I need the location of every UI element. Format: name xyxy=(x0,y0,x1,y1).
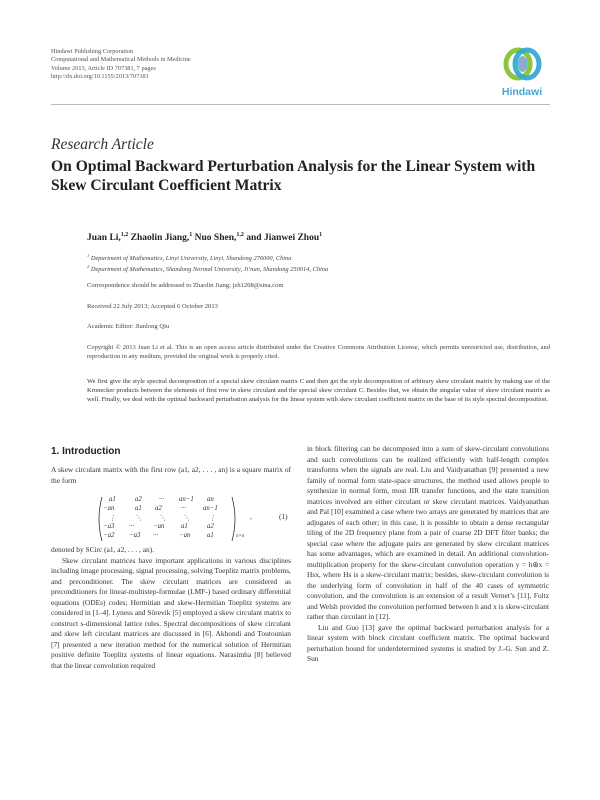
affil-text: Department of Mathematics, Linyi University, Linyi, Shandong 276000, China xyxy=(90,255,292,263)
abstract: We first give the style spectral decomposition of a special skew circulant matrix C and then get the style decomposition of arbitrary skew circulant matrix by making use of the Kronecker products between the elements of first row in skew circulant and the special skew circulant C. Besides that, we obtain the singular value of skew circulant matrix as well. Finally, we deal with the optimal backward perturbation analysis for the linear system with skew circulant coefficient matrix on the base of its style spectral decomposition. xyxy=(87,378,550,403)
author-affil-sup: 1,2 xyxy=(120,232,129,238)
matrix-cell: a1 xyxy=(135,505,142,512)
author-name: Nuo Shen, xyxy=(192,233,237,244)
matrix-cell: ⋮ xyxy=(109,515,116,522)
matrix-cell: ⋮ xyxy=(209,515,216,522)
matrix-cell: −an xyxy=(103,505,115,512)
matrix-cell: a2 xyxy=(155,505,162,512)
academic-editor: Academic Editor: Jianlong Qiu xyxy=(87,323,170,330)
correspondence: Correspondence should be addressed to Zhaolin Jiang; jzh1208@sina.com xyxy=(87,282,284,289)
matrix-cell: a1 xyxy=(181,523,188,530)
matrix-cell: −an xyxy=(179,532,191,539)
received-dates: Received 22 July 2013; Accepted 6 October 2013 xyxy=(87,303,218,310)
matrix-denotation: denoted by SCirc (a1, a2, . . . , an). xyxy=(51,545,155,554)
matrix-cell: −a3 xyxy=(103,523,115,530)
affil-sup: 1 xyxy=(87,253,90,258)
matrix-bracket-left xyxy=(95,496,103,542)
matrix-cell: ··· xyxy=(129,523,135,530)
author-affil-sup: 1 xyxy=(319,232,323,238)
intro-paragraph-1: A skew circulant matrix with the first row (a1, a2, . . . , an) is a square matrix of the form xyxy=(51,465,291,485)
matrix-cell: ⋱ xyxy=(135,515,142,522)
author-list xyxy=(87,232,322,243)
author-affil-sup: 1 xyxy=(189,232,193,238)
matrix-cell: an−1 xyxy=(179,496,194,503)
section-heading-introduction: 1. Introduction xyxy=(51,446,121,457)
matrix-cell: a2 xyxy=(207,523,214,530)
matrix-cell: ··· xyxy=(159,496,165,503)
intro-paragraph-3: in block filtering can be decomposed into a sum of skew-circulant convolutions and such convolutions can be realized efficiently with half-length complex transforms when the signals are real. Liu and Vaidyanathan [9] presented a new family of normal form state-space structures, the method used allows people to synthesize in normal form, most IIR transfer functions, and the state transition matrices involved are either circulant or skew circulant matrices. Vaidyanathan and Pal [10] examined a case where two arrays are generated by matrices that are adjugates of each other; in this case, it is possible to obtain a dense rectangular tiling of the 2D frequency plane from a pair of coarse 2D DFT filter banks; the special case where the adjugate pairs are generated by skew circulant matrices has some advantages, which are examined in detail. An additional convolution-multiplication property for the skew-circulant convolution operation y = h⊛x = Hsx, where Hs is a skew-circulant matrix; besides, skew-circulant convolution is the underlying form of convolution in half of the 40 cases of symmetric convolution, and the convolution is an extension of a result Vernet’s [11], Foltz and Welsh provided the convolution performed between h and x is skew-circulant rather than circulant in [12]. xyxy=(307,444,549,621)
matrix-cell: ··· xyxy=(153,532,159,539)
matrix-cell: an−1 xyxy=(203,505,218,512)
affiliation-1 xyxy=(87,252,328,263)
copyright-notice: Copyright © 2013 Juan Li et al. This is an open access article distributed under the Creative Commons Attribution License, which permits unrestricted use, distribution, and reproduction in any medium, provided the original work is properly cited. xyxy=(87,344,550,360)
hindawi-logo xyxy=(498,42,546,102)
affiliations xyxy=(87,252,328,275)
header-line-journal: Computational and Mathematical Methods in Medicine xyxy=(51,56,191,64)
header-line-publisher: Hindawi Publishing Corporation xyxy=(51,48,134,55)
header-line-doi[interactable]: http://dx.doi.org/10.1155/2013/707381 xyxy=(51,73,149,81)
affiliation-2 xyxy=(87,263,328,274)
matrix-cell: a1 xyxy=(109,496,116,503)
article-title: On Optimal Backward Perturbation Analysis for the Linear System with Skew Circulant Coefficient Matrix xyxy=(51,158,536,194)
author-name: Juan Li, xyxy=(87,233,121,244)
matrix-cell: −a2 xyxy=(103,532,115,539)
matrix-cell: a1 xyxy=(207,532,214,539)
affil-text: Department of Mathematics, Shandong Normal University, Ji’nan, Shandong 250014, China xyxy=(90,266,329,274)
matrix-cell: an xyxy=(207,496,214,503)
article-type: Research Article xyxy=(51,136,154,153)
header-divider xyxy=(51,104,550,105)
author-name: and Jianwei Zhou xyxy=(243,233,320,244)
intro-column-2 xyxy=(307,444,549,665)
matrix-cell: ⋱ xyxy=(183,515,190,522)
intro-paragraph-4: Liu and Guo [13] gave the optimal backward perturbation analysis for a linear system with block circulant coefficient matrix. The optimal backward perturbation bound for underdetermined systems is studied by J.-G. Sun and Z. Sun xyxy=(307,622,549,663)
intro-paragraph-2 xyxy=(51,545,291,671)
author-affil-sup: 1,2 xyxy=(236,232,244,238)
affil-sup: 2 xyxy=(87,264,90,270)
author-name: Zhaolin Jiang, xyxy=(128,233,190,244)
matrix-cell: a2 xyxy=(135,496,142,503)
matrix-cell: ··· xyxy=(181,505,187,512)
matrix-size-subscript: n×n xyxy=(236,534,245,539)
equation-comma: , xyxy=(250,512,252,521)
matrix-cell: ⋱ xyxy=(159,515,166,522)
matrix-cell: −an xyxy=(153,523,165,530)
equation-number: (1) xyxy=(279,512,288,521)
header-line-volume: Volume 2013, Article ID 707381, 7 pages xyxy=(51,64,156,72)
journal-header xyxy=(51,48,191,82)
matrix-cell: −a3 xyxy=(129,532,141,539)
logo-text: Hindawi xyxy=(501,86,543,98)
hindawi-rings-icon xyxy=(498,42,546,86)
intro-paragraph-2-body: Skew circulant matrices have important applications in various disciplines including image processing, signal processing, solving Toeplitz matrix problems, and preconditioner. The skew circulant matrices are considered as preconditioners for linear-multistep-formulae (LMF-) based ordinary differential equations (ODEs) codes; Hermitian and skew-Hermitian Toeplitz systems are considered in [1–4]. Lyness and Sörevik [5] employed a skew circulant matrix to construct s-dimensional lattice rules. Spectral decompositions of skew circulant and skew left circulant matrices are discussed in [6]. Akhondi and Toutounian [7] presented a new iteration method for the numerical solution of Hermitian positive definite Toeplitz systems of linear equations. Narasimha [8] believed that the linear convolution required xyxy=(51,555,291,670)
